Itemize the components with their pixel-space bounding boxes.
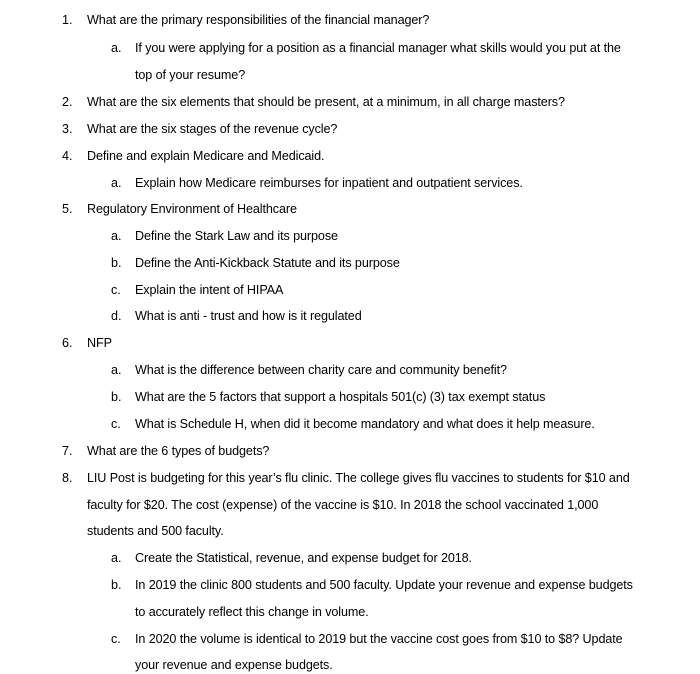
question-7-number: 7.	[62, 444, 73, 458]
question-4a-letter: a.	[111, 176, 122, 190]
question-8c-text-line-2: your revenue and expense budgets.	[135, 658, 333, 672]
question-4a-text: Explain how Medicare reimburses for inpatient and outpatient services.	[135, 176, 523, 190]
question-1a-letter: a.	[111, 41, 122, 55]
question-8b-text-line-2: to accurately reflect this change in volume.	[135, 605, 369, 619]
question-6a-letter: a.	[111, 363, 122, 377]
question-5b-letter: b.	[111, 256, 122, 270]
question-5d-letter: d.	[111, 309, 122, 323]
question-6a-text: What is the difference between charity care and community benefit?	[135, 363, 507, 377]
question-5-number: 5.	[62, 202, 73, 216]
question-6-text: NFP	[87, 336, 112, 350]
question-6-number: 6.	[62, 336, 73, 350]
question-6b-text: What are the 5 factors that support a hospitals 501(c) (3) tax exempt status	[135, 390, 546, 404]
question-2-text: What are the six elements that should be present, at a minimum, in all charge masters?	[87, 95, 565, 109]
question-5a-letter: a.	[111, 229, 122, 243]
question-3-text: What are the six stages of the revenue cycle?	[87, 122, 338, 136]
question-3-number: 3.	[62, 122, 73, 136]
question-8b-letter: b.	[111, 578, 122, 592]
question-6b-letter: b.	[111, 390, 122, 404]
question-4-number: 4.	[62, 149, 73, 163]
question-8c-letter: c.	[111, 632, 121, 646]
question-4-text: Define and explain Medicare and Medicaid.	[87, 149, 325, 163]
question-8-number: 8.	[62, 471, 73, 485]
question-8c-text-line-1: In 2020 the volume is identical to 2019 but the vaccine cost goes from $10 to $8? Update	[135, 632, 623, 646]
question-5b-text: Define the Anti-Kickback Statute and its purpose	[135, 256, 400, 270]
question-6c-letter: c.	[111, 417, 121, 431]
question-8a-text: Create the Statistical, revenue, and expense budget for 2018.	[135, 551, 472, 565]
question-2-number: 2.	[62, 95, 73, 109]
question-5d-text: What is anti - trust and how is it regulated	[135, 309, 362, 323]
question-8b-text-line-1: In 2019 the clinic 800 students and 500 faculty. Update your revenue and expense budgets	[135, 578, 633, 592]
question-1-number: 1.	[62, 13, 73, 27]
question-1a-text-line-2: top of your resume?	[135, 68, 246, 82]
question-1a-text-line-1: If you were applying for a position as a financial manager what skills would you put at the	[135, 41, 621, 55]
question-5c-letter: c.	[111, 283, 121, 297]
question-5-text: Regulatory Environment of Healthcare	[87, 202, 297, 216]
question-5c-text: Explain the intent of HIPAA	[135, 283, 284, 297]
question-7-text: What are the 6 types of budgets?	[87, 444, 270, 458]
question-1-text: What are the primary responsibilities of the financial manager?	[87, 13, 430, 27]
question-8-text-line-3: students and 500 faculty.	[87, 524, 224, 538]
question-5a-text: Define the Stark Law and its purpose	[135, 229, 338, 243]
question-8-text-line-2: faculty for $20. The cost (expense) of the vaccine is $10. In 2018 the school vaccinated 1,000	[87, 498, 599, 512]
question-8a-letter: a.	[111, 551, 122, 565]
question-8-text-line-1: LIU Post is budgeting for this year’s flu clinic. The college gives flu vaccines to students for $10 and	[87, 471, 630, 485]
question-6c-text: What is Schedule H, when did it become mandatory and what does it help measure.	[135, 417, 595, 431]
